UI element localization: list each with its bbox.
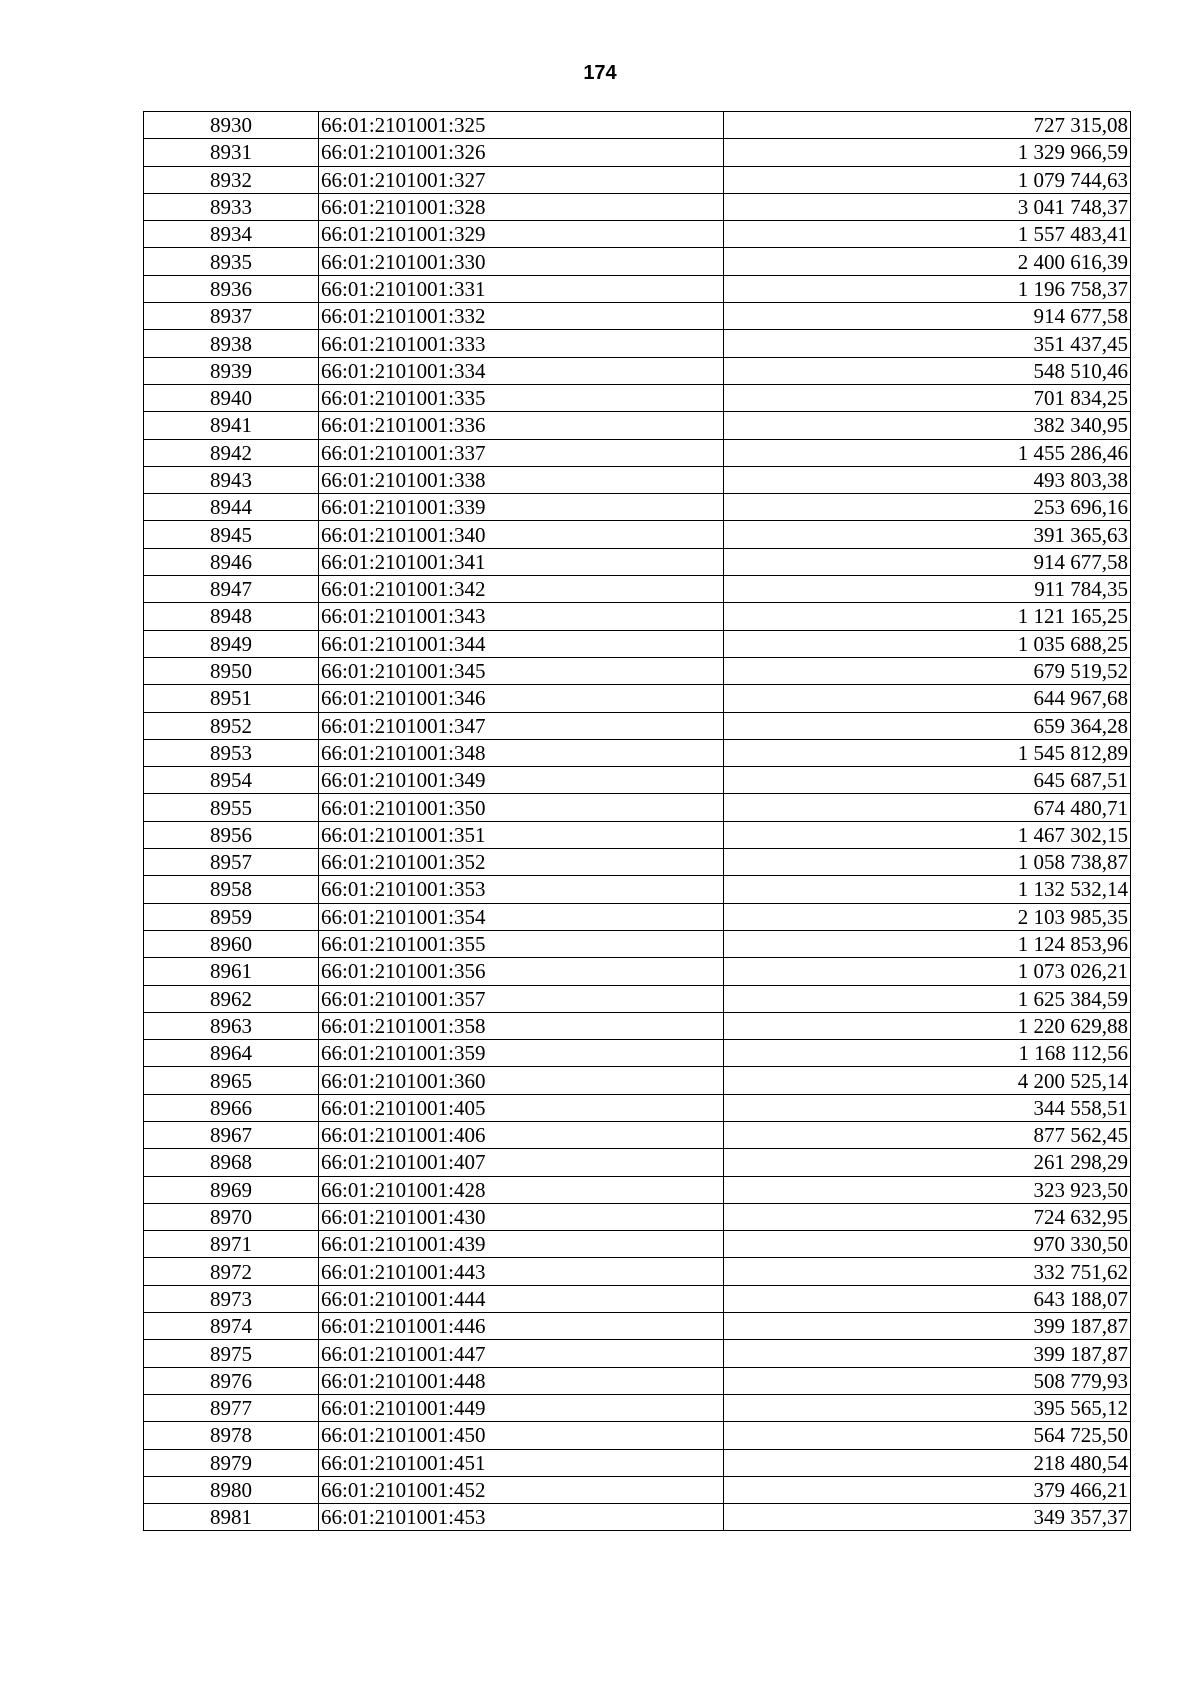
row-number: 8944 <box>144 494 319 521</box>
cadastral-value: 1 121 165,25 <box>724 603 1131 630</box>
cadastral-number: 66:01:2101001:358 <box>319 1012 724 1039</box>
table-row <box>144 1340 1131 1367</box>
cadastral-number: 66:01:2101001:448 <box>319 1367 724 1394</box>
cadastral-value: 253 696,16 <box>724 494 1131 521</box>
cadastral-number: 66:01:2101001:356 <box>319 958 724 985</box>
row-number: 8964 <box>144 1040 319 1067</box>
table-row <box>144 685 1131 712</box>
cadastral-value: 659 364,28 <box>724 712 1131 739</box>
cadastral-value: 399 187,87 <box>724 1313 1131 1340</box>
cadastral-value: 349 357,37 <box>724 1504 1131 1531</box>
table-row <box>144 1176 1131 1203</box>
cadastral-number: 66:01:2101001:357 <box>319 985 724 1012</box>
table-row <box>144 1449 1131 1476</box>
cadastral-number: 66:01:2101001:346 <box>319 685 724 712</box>
cadastral-value: 1 625 384,59 <box>724 985 1131 1012</box>
table-row <box>144 166 1131 193</box>
cadastral-value: 351 437,45 <box>724 330 1131 357</box>
table-row <box>144 548 1131 575</box>
cadastral-value: 323 923,50 <box>724 1176 1131 1203</box>
row-number: 8937 <box>144 303 319 330</box>
cadastral-value: 379 466,21 <box>724 1476 1131 1503</box>
cadastral-value: 564 725,50 <box>724 1422 1131 1449</box>
cadastral-value: 344 558,51 <box>724 1094 1131 1121</box>
cadastral-number: 66:01:2101001:341 <box>319 548 724 575</box>
cadastral-value: 493 803,38 <box>724 466 1131 493</box>
row-number: 8942 <box>144 439 319 466</box>
cadastral-number: 66:01:2101001:338 <box>319 466 724 493</box>
cadastral-value: 548 510,46 <box>724 357 1131 384</box>
row-number: 8981 <box>144 1504 319 1531</box>
cadastral-number: 66:01:2101001:333 <box>319 330 724 357</box>
row-number: 8960 <box>144 930 319 957</box>
row-number: 8963 <box>144 1012 319 1039</box>
table-row <box>144 794 1131 821</box>
table-row <box>144 412 1131 439</box>
table-row <box>144 767 1131 794</box>
cadastral-number: 66:01:2101001:337 <box>319 439 724 466</box>
row-number: 8978 <box>144 1422 319 1449</box>
table-row <box>144 1203 1131 1230</box>
table-row <box>144 1012 1131 1039</box>
table-row <box>144 1258 1131 1285</box>
cadastral-value: 332 751,62 <box>724 1258 1131 1285</box>
cadastral-number: 66:01:2101001:334 <box>319 357 724 384</box>
cadastral-number: 66:01:2101001:327 <box>319 166 724 193</box>
cadastral-number: 66:01:2101001:449 <box>319 1394 724 1421</box>
row-number: 8979 <box>144 1449 319 1476</box>
row-number: 8962 <box>144 985 319 1012</box>
cadastral-value: 1 557 483,41 <box>724 221 1131 248</box>
table-row <box>144 849 1131 876</box>
row-number: 8949 <box>144 630 319 657</box>
row-number: 8951 <box>144 685 319 712</box>
row-number: 8956 <box>144 821 319 848</box>
row-number: 8932 <box>144 166 319 193</box>
row-number: 8966 <box>144 1094 319 1121</box>
cadastral-number: 66:01:2101001:325 <box>319 112 724 139</box>
cadastral-number: 66:01:2101001:342 <box>319 576 724 603</box>
cadastral-value: 643 188,07 <box>724 1285 1131 1312</box>
cadastral-number: 66:01:2101001:451 <box>319 1449 724 1476</box>
cadastral-value: 911 784,35 <box>724 576 1131 603</box>
table-row <box>144 521 1131 548</box>
cadastral-number: 66:01:2101001:348 <box>319 739 724 766</box>
table-row <box>144 1367 1131 1394</box>
cadastral-number: 66:01:2101001:326 <box>319 139 724 166</box>
table-row <box>144 576 1131 603</box>
table-row <box>144 1422 1131 1449</box>
cadastral-value: 970 330,50 <box>724 1231 1131 1258</box>
row-number: 8972 <box>144 1258 319 1285</box>
cadastral-number: 66:01:2101001:339 <box>319 494 724 521</box>
cadastral-value-table <box>143 111 1131 1531</box>
cadastral-number: 66:01:2101001:344 <box>319 630 724 657</box>
row-number: 8935 <box>144 248 319 275</box>
table-row <box>144 494 1131 521</box>
table-row <box>144 985 1131 1012</box>
row-number: 8957 <box>144 849 319 876</box>
cadastral-value: 395 565,12 <box>724 1394 1131 1421</box>
cadastral-number: 66:01:2101001:330 <box>319 248 724 275</box>
cadastral-number: 66:01:2101001:355 <box>319 930 724 957</box>
table-row <box>144 466 1131 493</box>
cadastral-value: 674 480,71 <box>724 794 1131 821</box>
table-row <box>144 357 1131 384</box>
cadastral-value: 4 200 525,14 <box>724 1067 1131 1094</box>
cadastral-value: 2 103 985,35 <box>724 903 1131 930</box>
row-number: 8976 <box>144 1367 319 1394</box>
table-row <box>144 221 1131 248</box>
cadastral-number: 66:01:2101001:352 <box>319 849 724 876</box>
table-row <box>144 303 1131 330</box>
table-row <box>144 1285 1131 1312</box>
row-number: 8974 <box>144 1313 319 1340</box>
row-number: 8980 <box>144 1476 319 1503</box>
table-row <box>144 821 1131 848</box>
cadastral-value: 382 340,95 <box>724 412 1131 439</box>
table-body <box>144 112 1131 1531</box>
cadastral-value: 1 124 853,96 <box>724 930 1131 957</box>
table-row <box>144 384 1131 411</box>
row-number: 8930 <box>144 112 319 139</box>
table-row <box>144 876 1131 903</box>
cadastral-number: 66:01:2101001:351 <box>319 821 724 848</box>
cadastral-number: 66:01:2101001:329 <box>319 221 724 248</box>
cadastral-number: 66:01:2101001:343 <box>319 603 724 630</box>
table-row <box>144 958 1131 985</box>
table-row <box>144 1231 1131 1258</box>
cadastral-value: 1 058 738,87 <box>724 849 1131 876</box>
cadastral-value: 877 562,45 <box>724 1121 1131 1148</box>
cadastral-value: 1 073 026,21 <box>724 958 1131 985</box>
cadastral-number: 66:01:2101001:331 <box>319 275 724 302</box>
cadastral-number: 66:01:2101001:405 <box>319 1094 724 1121</box>
cadastral-number: 66:01:2101001:354 <box>319 903 724 930</box>
table-row <box>144 1149 1131 1176</box>
row-number: 8959 <box>144 903 319 930</box>
row-number: 8950 <box>144 657 319 684</box>
row-number: 8939 <box>144 357 319 384</box>
table-row <box>144 903 1131 930</box>
cadastral-value: 1 467 302,15 <box>724 821 1131 848</box>
table-row <box>144 248 1131 275</box>
row-number: 8969 <box>144 1176 319 1203</box>
cadastral-value: 1 196 758,37 <box>724 275 1131 302</box>
row-number: 8975 <box>144 1340 319 1367</box>
cadastral-value: 1 168 112,56 <box>724 1040 1131 1067</box>
table-row <box>144 193 1131 220</box>
cadastral-number: 66:01:2101001:350 <box>319 794 724 821</box>
cadastral-number: 66:01:2101001:406 <box>319 1121 724 1148</box>
table-row <box>144 1121 1131 1148</box>
cadastral-value: 399 187,87 <box>724 1340 1131 1367</box>
cadastral-number: 66:01:2101001:340 <box>319 521 724 548</box>
row-number: 8954 <box>144 767 319 794</box>
table-row <box>144 1476 1131 1503</box>
row-number: 8943 <box>144 466 319 493</box>
row-number: 8948 <box>144 603 319 630</box>
cadastral-value: 1 455 286,46 <box>724 439 1131 466</box>
cadastral-value: 914 677,58 <box>724 548 1131 575</box>
table-row <box>144 139 1131 166</box>
table-row <box>144 603 1131 630</box>
cadastral-number: 66:01:2101001:453 <box>319 1504 724 1531</box>
row-number: 8961 <box>144 958 319 985</box>
cadastral-number: 66:01:2101001:450 <box>319 1422 724 1449</box>
row-number: 8933 <box>144 193 319 220</box>
cadastral-number: 66:01:2101001:439 <box>319 1231 724 1258</box>
cadastral-value: 508 779,93 <box>724 1367 1131 1394</box>
cadastral-value: 644 967,68 <box>724 685 1131 712</box>
cadastral-value: 1 132 532,14 <box>724 876 1131 903</box>
table-row <box>144 1094 1131 1121</box>
cadastral-number: 66:01:2101001:332 <box>319 303 724 330</box>
table-row <box>144 930 1131 957</box>
row-number: 8973 <box>144 1285 319 1312</box>
cadastral-value: 261 298,29 <box>724 1149 1131 1176</box>
cadastral-number: 66:01:2101001:446 <box>319 1313 724 1340</box>
row-number: 8958 <box>144 876 319 903</box>
row-number: 8968 <box>144 1149 319 1176</box>
page-number: 174 <box>583 62 617 84</box>
table-row <box>144 1394 1131 1421</box>
table-row <box>144 112 1131 139</box>
cadastral-value: 1 545 812,89 <box>724 739 1131 766</box>
cadastral-value: 2 400 616,39 <box>724 248 1131 275</box>
cadastral-value: 1 035 688,25 <box>724 630 1131 657</box>
cadastral-number: 66:01:2101001:430 <box>319 1203 724 1230</box>
cadastral-value: 1 329 966,59 <box>724 139 1131 166</box>
cadastral-value: 391 365,63 <box>724 521 1131 548</box>
cadastral-value: 701 834,25 <box>724 384 1131 411</box>
row-number: 8953 <box>144 739 319 766</box>
cadastral-number: 66:01:2101001:328 <box>319 193 724 220</box>
table-row <box>144 330 1131 357</box>
row-number: 8977 <box>144 1394 319 1421</box>
row-number: 8940 <box>144 384 319 411</box>
row-number: 8936 <box>144 275 319 302</box>
cadastral-value: 914 677,58 <box>724 303 1131 330</box>
table-row <box>144 1504 1131 1531</box>
cadastral-value: 724 632,95 <box>724 1203 1131 1230</box>
cadastral-number: 66:01:2101001:335 <box>319 384 724 411</box>
row-number: 8946 <box>144 548 319 575</box>
row-number: 8965 <box>144 1067 319 1094</box>
cadastral-number: 66:01:2101001:345 <box>319 657 724 684</box>
table-row <box>144 1067 1131 1094</box>
cadastral-number: 66:01:2101001:444 <box>319 1285 724 1312</box>
row-number: 8934 <box>144 221 319 248</box>
cadastral-number: 66:01:2101001:353 <box>319 876 724 903</box>
row-number: 8947 <box>144 576 319 603</box>
cadastral-number: 66:01:2101001:347 <box>319 712 724 739</box>
row-number: 8967 <box>144 1121 319 1148</box>
cadastral-value: 3 041 748,37 <box>724 193 1131 220</box>
cadastral-value: 727 315,08 <box>724 112 1131 139</box>
table-row <box>144 1040 1131 1067</box>
row-number: 8952 <box>144 712 319 739</box>
cadastral-value: 218 480,54 <box>724 1449 1131 1476</box>
table-row <box>144 630 1131 657</box>
cadastral-number: 66:01:2101001:452 <box>319 1476 724 1503</box>
cadastral-number: 66:01:2101001:360 <box>319 1067 724 1094</box>
table-row <box>144 657 1131 684</box>
table-row <box>144 439 1131 466</box>
cadastral-number: 66:01:2101001:443 <box>319 1258 724 1285</box>
row-number: 8971 <box>144 1231 319 1258</box>
cadastral-number: 66:01:2101001:447 <box>319 1340 724 1367</box>
table-row <box>144 275 1131 302</box>
table-row <box>144 739 1131 766</box>
row-number: 8941 <box>144 412 319 439</box>
table-row <box>144 1313 1131 1340</box>
cadastral-value: 1 220 629,88 <box>724 1012 1131 1039</box>
cadastral-number: 66:01:2101001:359 <box>319 1040 724 1067</box>
cadastral-number: 66:01:2101001:336 <box>319 412 724 439</box>
cadastral-number: 66:01:2101001:428 <box>319 1176 724 1203</box>
cadastral-number: 66:01:2101001:407 <box>319 1149 724 1176</box>
cadastral-value: 679 519,52 <box>724 657 1131 684</box>
cadastral-value: 645 687,51 <box>724 767 1131 794</box>
row-number: 8931 <box>144 139 319 166</box>
row-number: 8938 <box>144 330 319 357</box>
cadastral-number: 66:01:2101001:349 <box>319 767 724 794</box>
table-row <box>144 712 1131 739</box>
row-number: 8970 <box>144 1203 319 1230</box>
cadastral-value: 1 079 744,63 <box>724 166 1131 193</box>
row-number: 8955 <box>144 794 319 821</box>
row-number: 8945 <box>144 521 319 548</box>
